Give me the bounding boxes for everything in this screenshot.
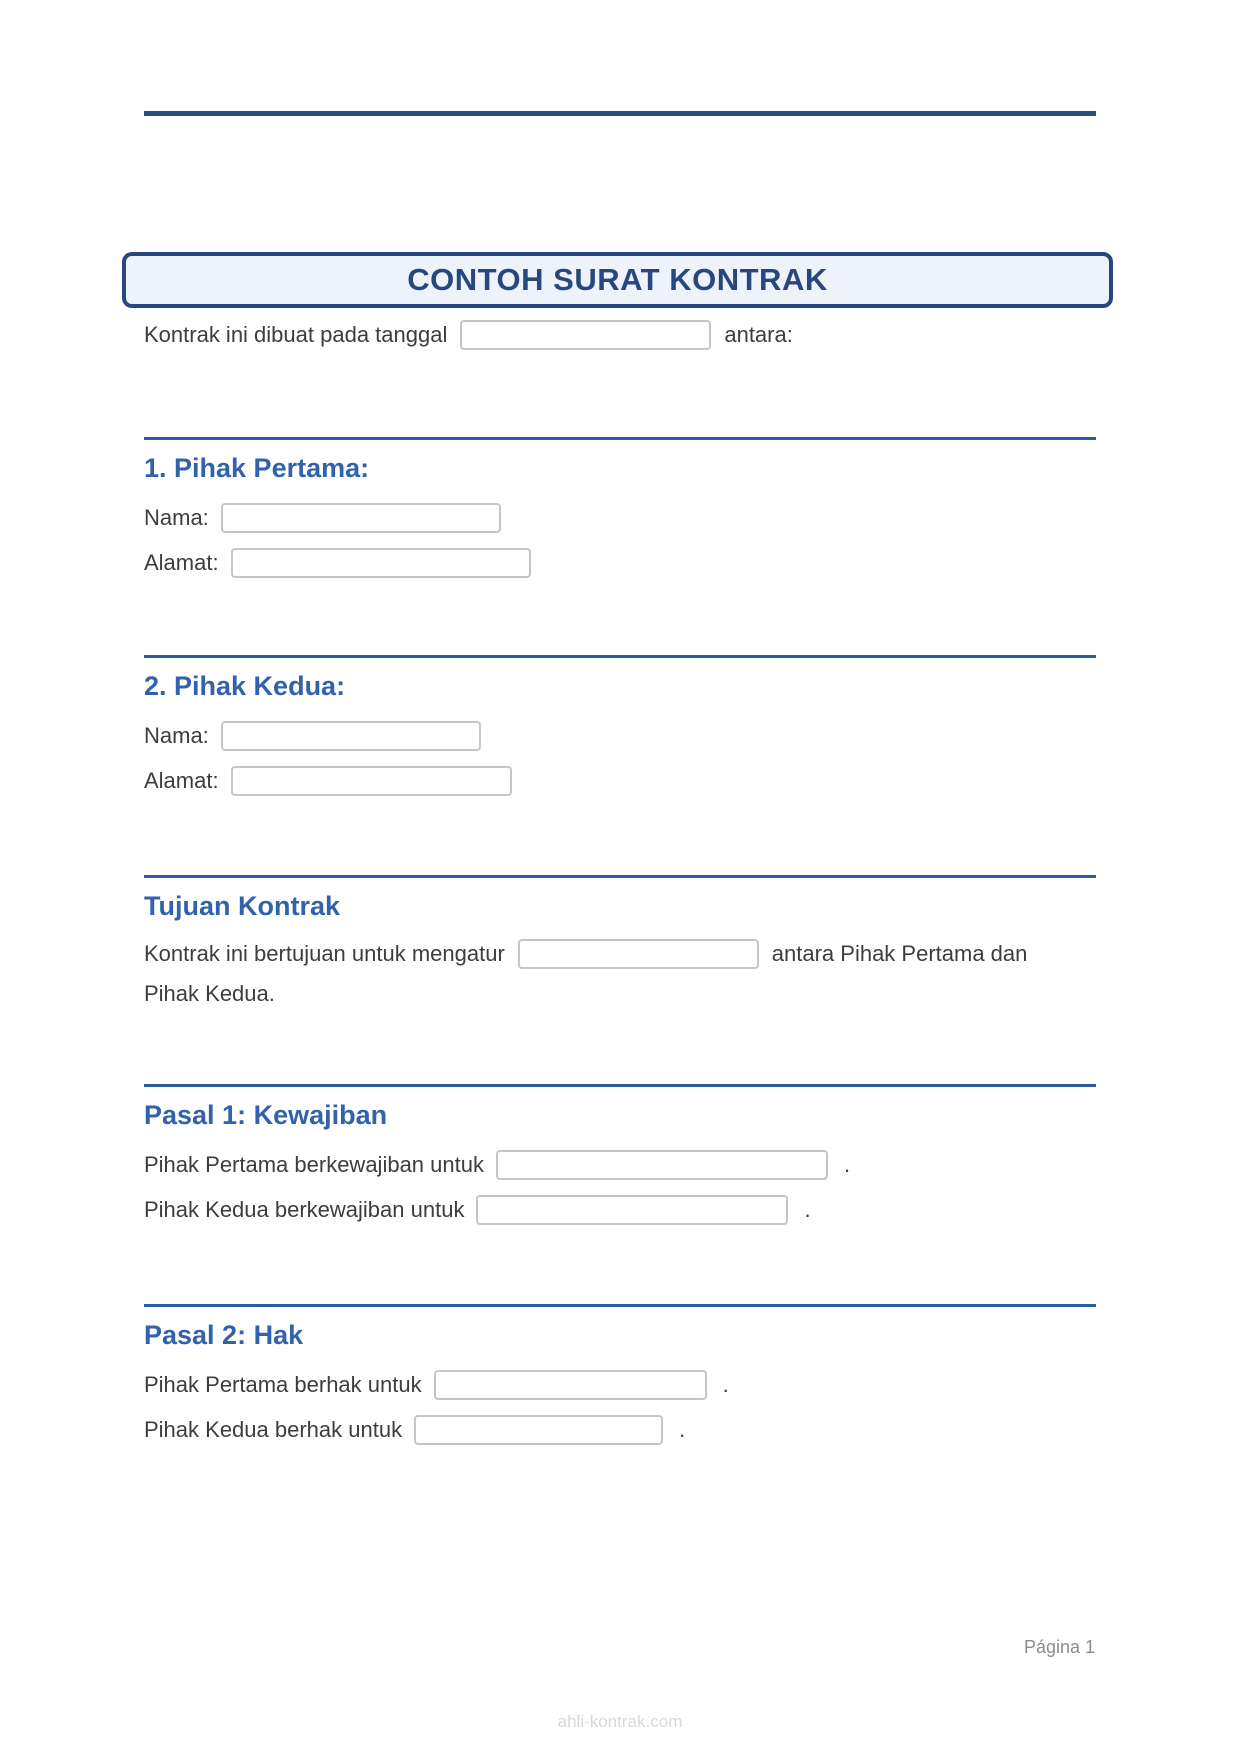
top-rule	[144, 111, 1096, 116]
field-row	[144, 764, 1096, 798]
title-box	[122, 252, 1113, 308]
section-pihak-kedua	[144, 655, 1096, 809]
field-row	[144, 719, 1096, 753]
section-pasal-1-kewajiban	[144, 1084, 1096, 1238]
tujuan-input[interactable]	[518, 939, 759, 969]
section-heading: Tujuan Kontrak	[144, 891, 341, 921]
field-row	[144, 501, 1096, 535]
section-rule	[144, 1084, 1096, 1087]
tujuan-text-after-line2: Pihak Kedua.	[144, 981, 275, 1007]
clause-period: .	[804, 1197, 811, 1223]
intro-text-after: antara:	[724, 322, 793, 347]
kewajiban-pihak-kedua-input[interactable]	[476, 1195, 788, 1225]
section-rule	[144, 655, 1096, 658]
section-tujuan-kontrak	[144, 875, 1096, 1011]
watermark: ahli-kontrak.com	[557, 1712, 683, 1731]
field-row	[144, 546, 1096, 580]
page-title: CONTOH SURAT KONTRAK	[407, 262, 828, 297]
section-pasal-2-hak	[144, 1304, 1096, 1458]
clause-text: Pihak Pertama berhak untuk	[144, 1372, 422, 1398]
section-heading: Pasal 2: Hak	[144, 1320, 304, 1350]
section-rule	[144, 1304, 1096, 1307]
clause-period: .	[722, 1372, 729, 1398]
tujuan-text-before: Kontrak ini bertujuan untuk mengatur	[144, 941, 505, 967]
intro-text-before: Kontrak ini dibuat pada tanggal	[144, 322, 448, 347]
page-number: Página 1	[1023, 1637, 1095, 1657]
field-label: Nama:	[144, 723, 209, 749]
clause-period: .	[679, 1417, 686, 1443]
hak-pihak-kedua-input[interactable]	[414, 1415, 663, 1445]
clause-text: Pihak Kedua berkewajiban untuk	[144, 1197, 465, 1223]
intro-line	[144, 320, 1096, 350]
clause-line	[144, 1193, 1096, 1227]
pihak-kedua-alamat-input[interactable]	[231, 766, 512, 796]
field-label: Alamat:	[144, 550, 219, 576]
tanggal-input[interactable]	[460, 320, 711, 350]
section-rule	[144, 437, 1096, 440]
clause-text: Pihak Pertama berkewajiban untuk	[144, 1152, 484, 1178]
section-heading: Pasal 1: Kewajiban	[144, 1100, 388, 1130]
hak-pihak-pertama-input[interactable]	[434, 1370, 707, 1400]
kewajiban-pihak-pertama-input[interactable]	[496, 1150, 828, 1180]
clause-period: .	[843, 1152, 851, 1178]
section-heading: 2. Pihak Kedua:	[144, 671, 346, 701]
pihak-kedua-nama-input[interactable]	[221, 721, 481, 751]
clause-text: Pihak Kedua berhak untuk	[144, 1417, 403, 1443]
pihak-pertama-nama-input[interactable]	[221, 503, 501, 533]
tujuan-text-after-line1: antara Pihak Pertama dan	[771, 941, 1028, 967]
pihak-pertama-alamat-input[interactable]	[231, 548, 531, 578]
section-heading: 1. Pihak Pertama:	[144, 453, 370, 483]
section-pihak-pertama	[144, 437, 1096, 591]
clause-line	[144, 1368, 1096, 1402]
clause-line	[144, 1413, 1096, 1447]
field-label: Alamat:	[144, 768, 219, 794]
tujuan-paragraph	[144, 937, 1096, 1011]
clause-line	[144, 1148, 1096, 1182]
section-rule	[144, 875, 1096, 878]
field-label: Nama:	[144, 505, 209, 531]
